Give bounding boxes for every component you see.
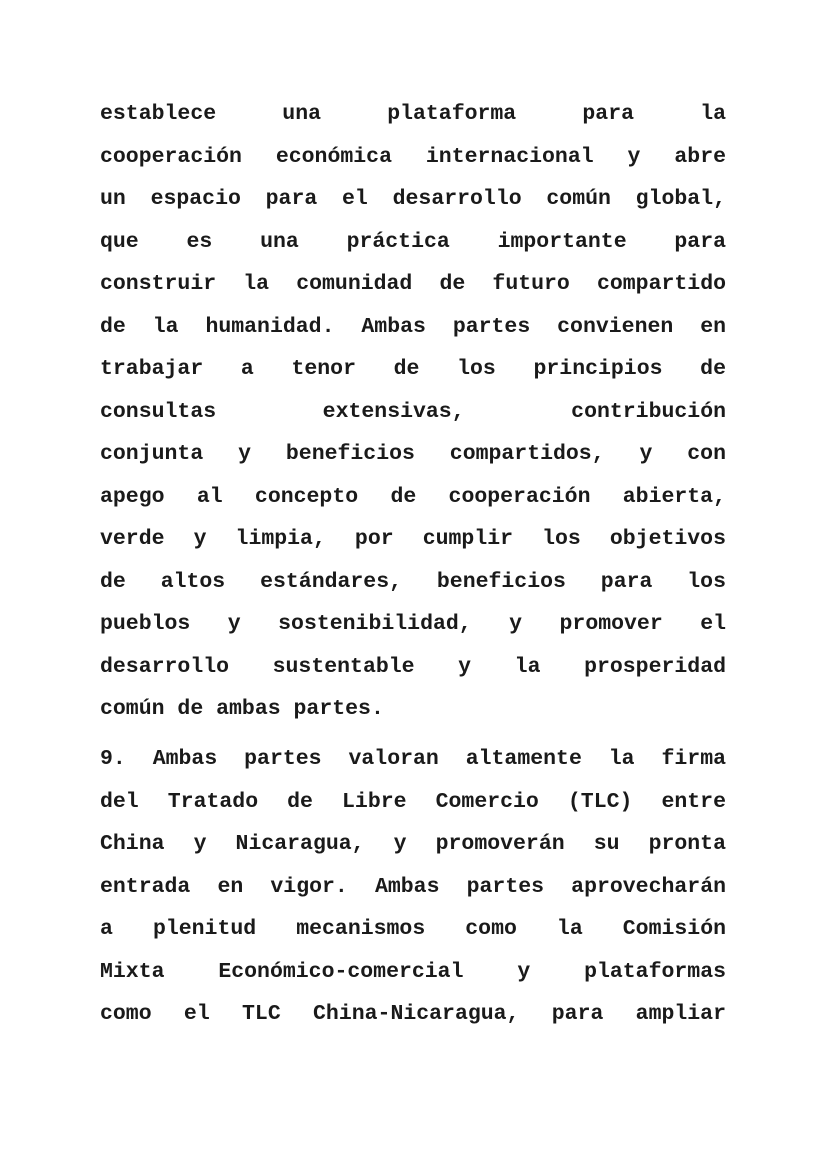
text-line: común de ambas partes.: [100, 697, 384, 721]
text-line: establece una plataforma para la: [100, 102, 726, 126]
text-line: desarrollo sustentable y la prosperidad: [100, 654, 726, 679]
paragraph: [100, 96, 726, 734]
text-line: como el TLC China-Nicaragua, para ampliar: [100, 1002, 726, 1026]
text-line: entrada en vigor. Ambas partes aprovecharán: [100, 874, 726, 899]
text-line: conjunta y beneficios compartidos, y con: [100, 442, 726, 466]
text-line: de la humanidad. Ambas partes convienen en: [100, 314, 726, 339]
text-line: 9. Ambas partes valoran altamente la firma: [100, 747, 726, 771]
text-line: construir la comunidad de futuro compartido: [100, 272, 726, 296]
text-line: que es una práctica importante para: [100, 229, 726, 254]
text-line: verde y limpia, por cumplir los objetivos: [100, 527, 726, 551]
text-line: un espacio para el desarrollo común global,: [100, 187, 726, 211]
text-line: cooperación económica internacional y abre: [100, 144, 726, 169]
text-line: pueblos y sostenibilidad, y promover el: [100, 612, 726, 636]
text-line: del Tratado de Libre Comercio (TLC) entre: [100, 789, 726, 814]
text-line: apego al concepto de cooperación abierta,: [100, 484, 726, 509]
text-line: trabajar a tenor de los principios de: [100, 357, 726, 381]
text-line: China y Nicaragua, y promoverán su pronta: [100, 832, 726, 856]
text-line: de altos estándares, beneficios para los: [100, 569, 726, 594]
text-line: a plenitud mecanismos como la Comisión: [100, 917, 726, 941]
paragraph: [100, 741, 726, 1039]
text-line: Mixta Económico-comercial y plataformas: [100, 959, 726, 984]
text-line: consultas extensivas, contribución: [100, 399, 726, 424]
